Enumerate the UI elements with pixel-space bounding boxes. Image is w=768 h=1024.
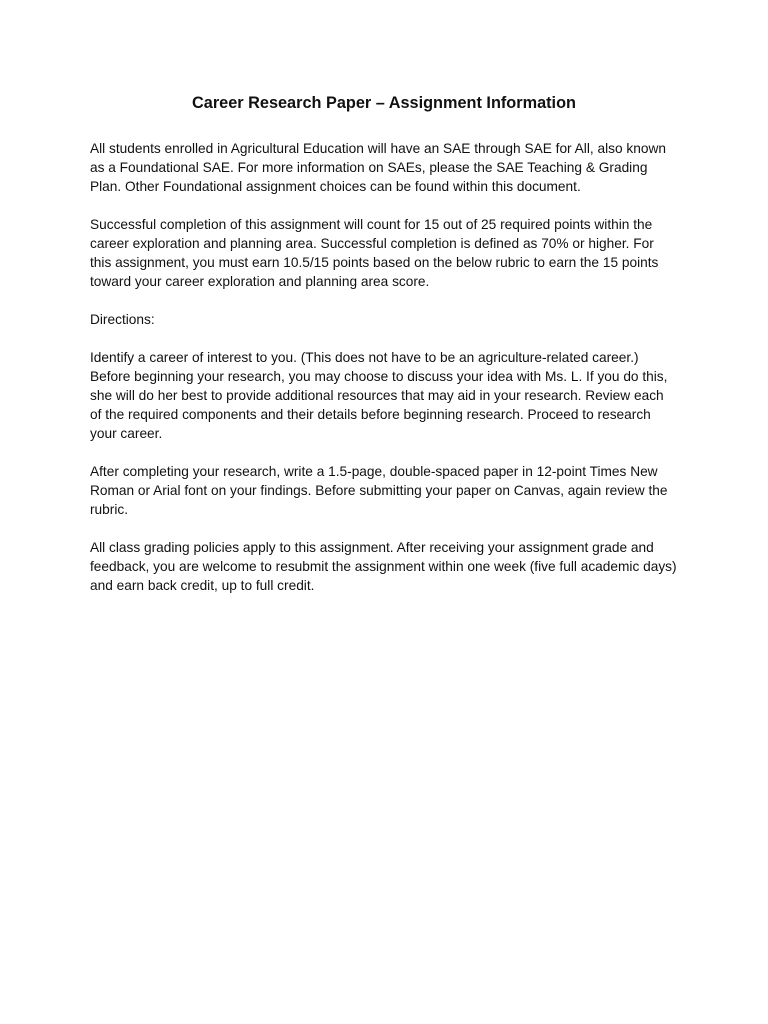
document-title: Career Research Paper – Assignment Information (192, 94, 576, 112)
paragraph-points: Successful completion of this assignment will count for 15 out of 25 required points within the career exploration and planning area. Successful completion is defined as 70% or higher. For this assignment, you must earn 10.5/15 points based on the below rubric to earn the 15 points toward your career exploration and planning area score. (90, 217, 659, 289)
paragraph-identify-career: Identify a career of interest to you. (This does not have to be an agriculture-related career.) Before beginning your research, you may choose to discuss your idea with Ms. L. If you do this, she will do her best to provide additional resources that may aid in your research. Review each of the required components and their details before beginning research. Proceed to research your career. (90, 350, 668, 441)
paragraph-write-paper: After completing your research, write a 1.5-page, double-spaced paper in 12-point Times New Roman or Arial font on your findings. Before submitting your paper on Canvas, again review the rubric. (90, 464, 668, 517)
paragraph-sae-info: All students enrolled in Agricultural Education will have an SAE through SAE for All, also known as a Foundational SAE. For more information on SAEs, please the SAE Teaching & Grading Plan. Other Foundational assignment choices can be found within this document. (90, 141, 666, 194)
paragraph-directions-heading: Directions: (90, 312, 155, 327)
paragraph-grading-policies: All class grading policies apply to this assignment. After receiving your assignment grade and feedback, you are welcome to resubmit the assignment within one week (five full academic days) and earn back credit, up to full credit. (90, 540, 677, 593)
